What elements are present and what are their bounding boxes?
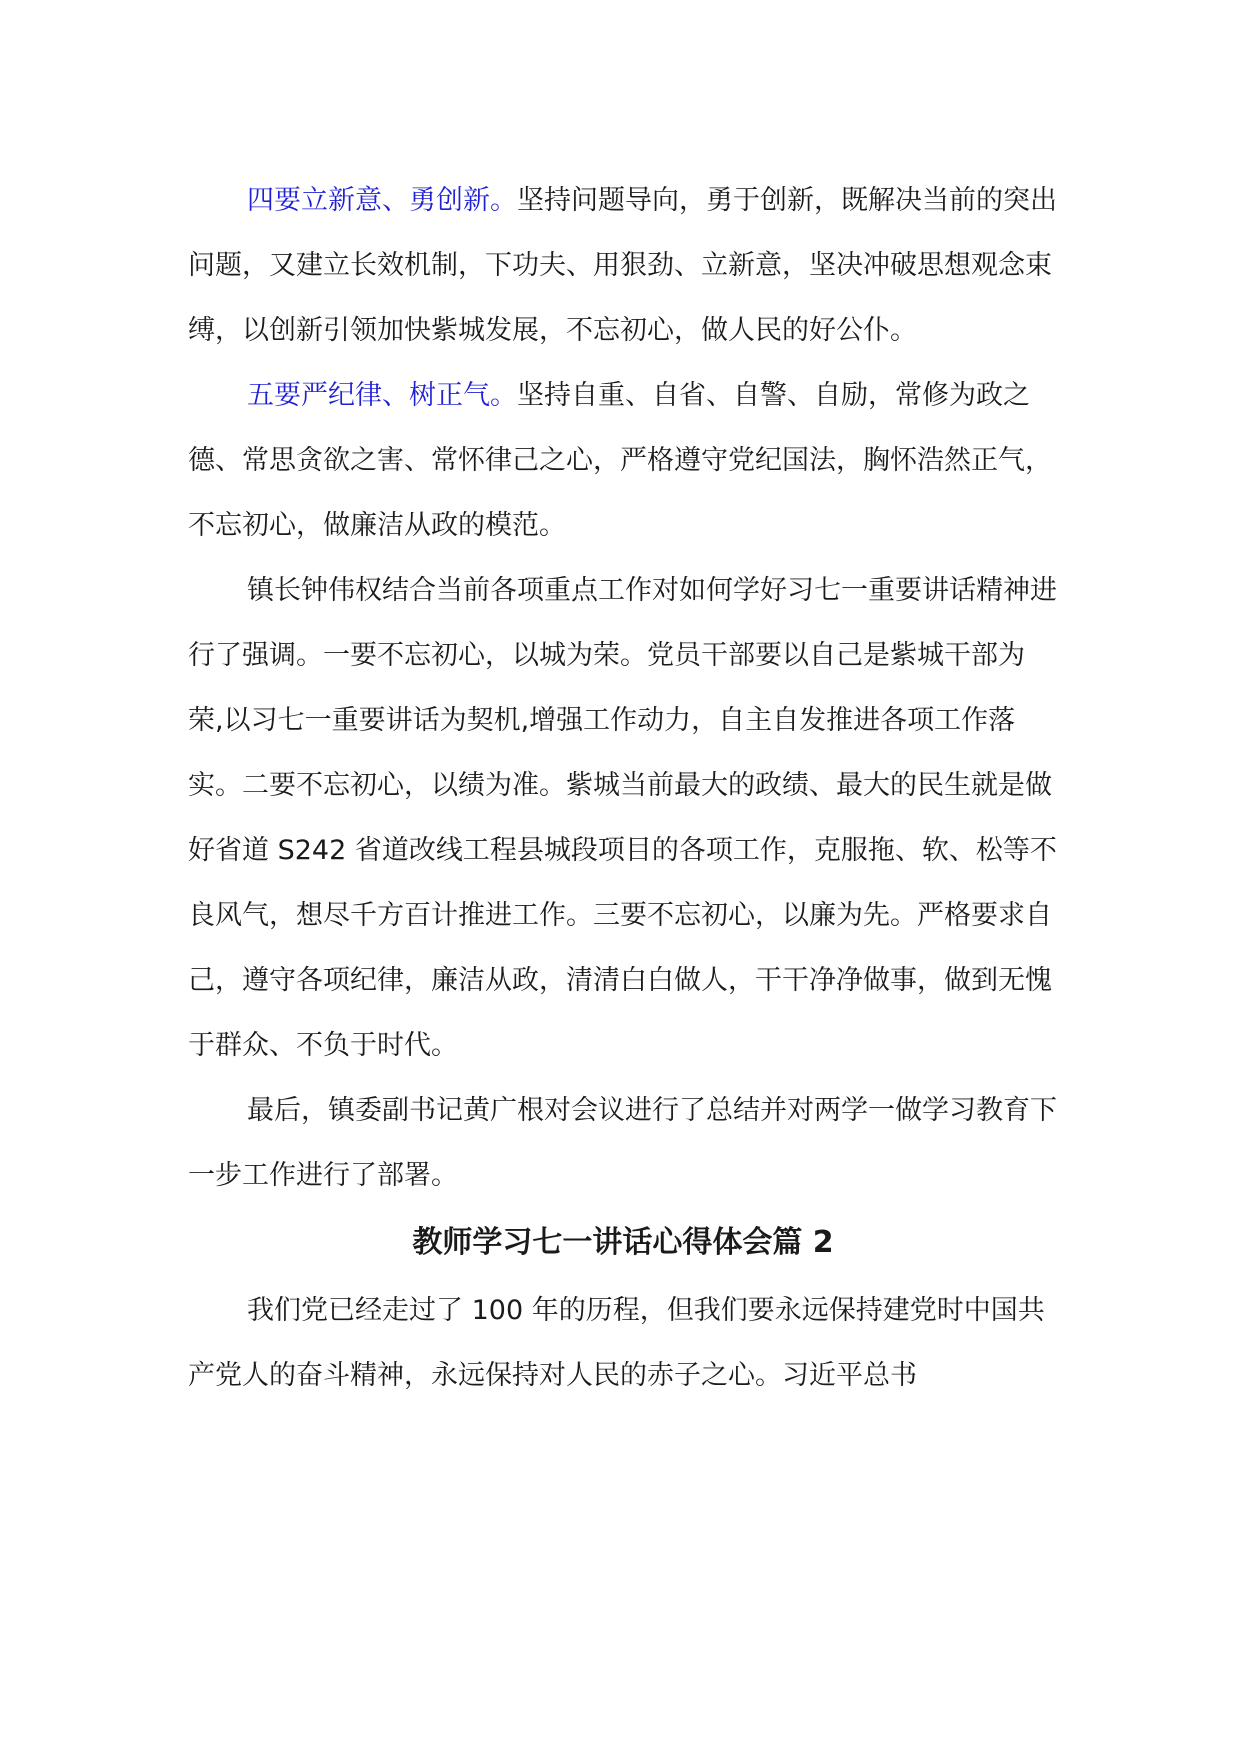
paragraph-town-mayor <box>188 558 1058 1078</box>
paragraph-text: 坚持自重、自省、自警、自励，常修为政之德、常思贪欲之害、常怀律己之心，严格遵守党纪国法，胸怀浩然正气，不忘初心，做廉洁从政的模范。 <box>188 380 1052 541</box>
paragraph-closing <box>188 1078 1058 1208</box>
paragraph-text: 最后，镇委副书记黄广根对会议进行了总结并对两学一做学习教育下一步工作进行了部署。 <box>188 1095 1057 1191</box>
section-heading: 教师学习七一讲话心得体会篇 2 <box>412 1225 834 1260</box>
document-body <box>188 168 1058 1408</box>
paragraph-text: 镇长钟伟权结合当前各项重点工作对如何学好习七一重要讲话精神进行了强调。一要不忘初心，以城为荣。党员干部要以自己是紫城干部为荣,以习七一重要讲话为契机,增强工作动力，自主自发推进各项工作落实。二要不忘初心，以绩为准。紫城当前最大的政绩、最大的民生就是做好省道 S242 省道改线工程县城段项目的各项工作，克服拖、软、松等不良风气，想尽千方百计推进工作。三要不忘初心，以廉为先。严格要求自己，遵守各项纪律，廉洁从政，清清白白做人，干干净净做事，做到无愧于群众、不负于时代。 <box>188 575 1057 1061</box>
paragraph-four-requirements <box>188 168 1058 363</box>
paragraph-text: 我们党已经走过了 100 年的历程，但我们要永远保持建党时中国共产党人的奋斗精神，永远保持对人民的赤子之心。习近平总书 <box>188 1295 1045 1391</box>
paragraph-lead: 四要立新意、勇创新。 <box>247 185 517 216</box>
paragraph-five-requirements <box>188 363 1058 558</box>
paragraph-lead: 五要严纪律、树正气。 <box>247 380 517 411</box>
paragraph-section-intro <box>188 1278 1058 1408</box>
paragraph-text: 坚持问题导向，勇于创新，既解决当前的突出问题，又建立长效机制，下功夫、用狠劲、立新意，坚决冲破思想观念束缚，以创新引领加快紫城发展，不忘初心，做人民的好公仆。 <box>188 185 1057 346</box>
